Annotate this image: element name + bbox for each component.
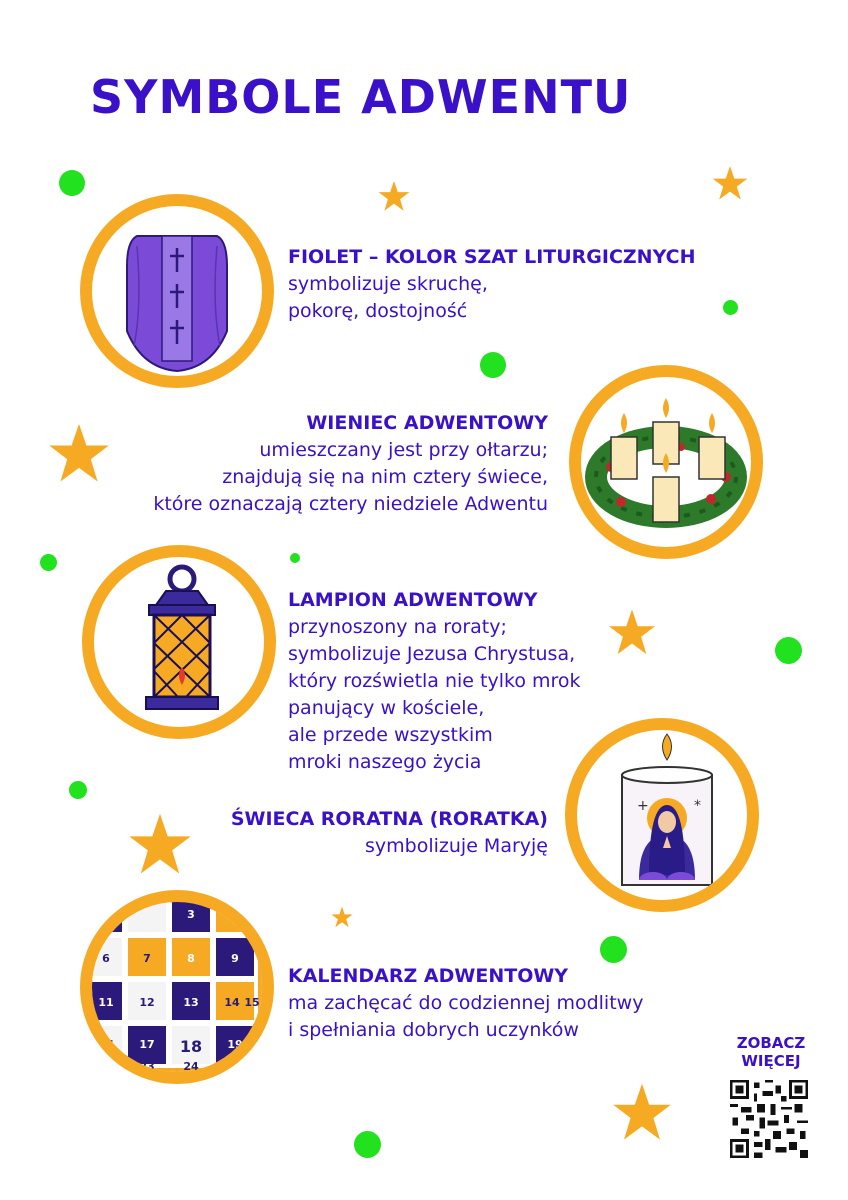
calendar-number: 3 xyxy=(187,908,195,921)
calendar-number: 23 xyxy=(139,1060,155,1072)
calendar-number: 6 xyxy=(102,952,110,965)
calendar-number: 13 xyxy=(183,996,199,1009)
green-dot xyxy=(69,781,87,799)
chasuble-icon xyxy=(92,206,262,376)
item-heading: FIOLET – KOLOR SZAT LITURGICZNYCH xyxy=(288,246,696,268)
item-text: symbolizuje Maryję xyxy=(365,835,548,857)
item-lampion xyxy=(288,587,581,776)
item-heading: LAMPION ADWENTOWY xyxy=(288,589,538,611)
wreath-icon xyxy=(581,377,751,547)
star-icon xyxy=(608,608,656,656)
green-dot xyxy=(59,170,85,196)
calendar-icon xyxy=(92,902,262,1072)
svg-text:*: * xyxy=(694,798,701,814)
see-more-label[interactable]: ZOBACZ WIĘCEJ xyxy=(736,1034,806,1070)
item-heading: WIENIEC ADWENTOWY xyxy=(306,412,548,434)
calendar-number: 18 xyxy=(179,1037,203,1056)
green-dot xyxy=(480,352,506,378)
star-icon xyxy=(712,165,748,201)
page-title: SYMBOLE ADWENTU xyxy=(90,70,632,124)
item-heading: ŚWIECA RORATNA (RORATKA) xyxy=(230,808,548,830)
item-roratka xyxy=(231,806,548,860)
item-text: symbolizuje skruchę, pokorę, dostojność xyxy=(288,273,488,322)
calendar-number: 20 xyxy=(244,1052,260,1065)
candle-icon xyxy=(577,730,747,900)
item-heading: KALENDARZ ADWENTOWY xyxy=(288,965,569,987)
green-dot xyxy=(290,553,300,563)
calendar-number: 16 xyxy=(98,1038,114,1051)
item-text: ma zachęcać do codziennej modlitwy i spełniania dobrych uczynków xyxy=(288,992,644,1041)
item-text: przynoszony na roraty; symbolizuje Jezusa Chrystusa, który rozświetla nie tylko mrok panujący w kościele, ale przede wszystkim mroki naszego życia xyxy=(288,616,581,773)
calendar-number: 7 xyxy=(143,952,151,965)
chasuble-illustration xyxy=(80,194,274,388)
calendar-number: 15 xyxy=(244,996,260,1009)
candle-illustration xyxy=(565,718,759,912)
calendar-number: 11 xyxy=(98,996,114,1009)
green-dot xyxy=(600,936,627,963)
svg-text:+: + xyxy=(637,798,649,814)
item-fiolet xyxy=(288,244,696,325)
green-dot xyxy=(40,554,57,571)
star-icon xyxy=(331,906,353,928)
calendar-number: 12 xyxy=(139,996,155,1009)
green-dot xyxy=(723,300,738,315)
lantern-icon xyxy=(94,557,264,727)
lantern-illustration xyxy=(82,545,276,739)
calendar-number: 14 xyxy=(224,996,240,1009)
star-icon xyxy=(128,812,192,876)
star-icon xyxy=(48,422,110,484)
calendar-number: 8 xyxy=(187,952,195,965)
item-wieniec xyxy=(153,410,548,518)
calendar-number: 17 xyxy=(139,1038,155,1051)
calendar-number: 19 xyxy=(227,1038,243,1051)
item-text: umieszczany jest przy ołtarzu; znajdują się na nim cztery świece, które oznaczają cztery niedziele Adwentu xyxy=(153,439,548,515)
item-kalendarz xyxy=(288,963,643,1044)
star-icon xyxy=(612,1082,672,1142)
calendar-number: 9 xyxy=(231,952,239,965)
calendar-illustration xyxy=(80,890,274,1084)
star-icon xyxy=(378,180,410,212)
green-dot xyxy=(354,1131,381,1158)
wreath-illustration xyxy=(569,365,763,559)
calendar-number: 24 xyxy=(183,1060,199,1072)
green-dot xyxy=(775,637,802,664)
qr-code-icon[interactable] xyxy=(730,1080,808,1158)
